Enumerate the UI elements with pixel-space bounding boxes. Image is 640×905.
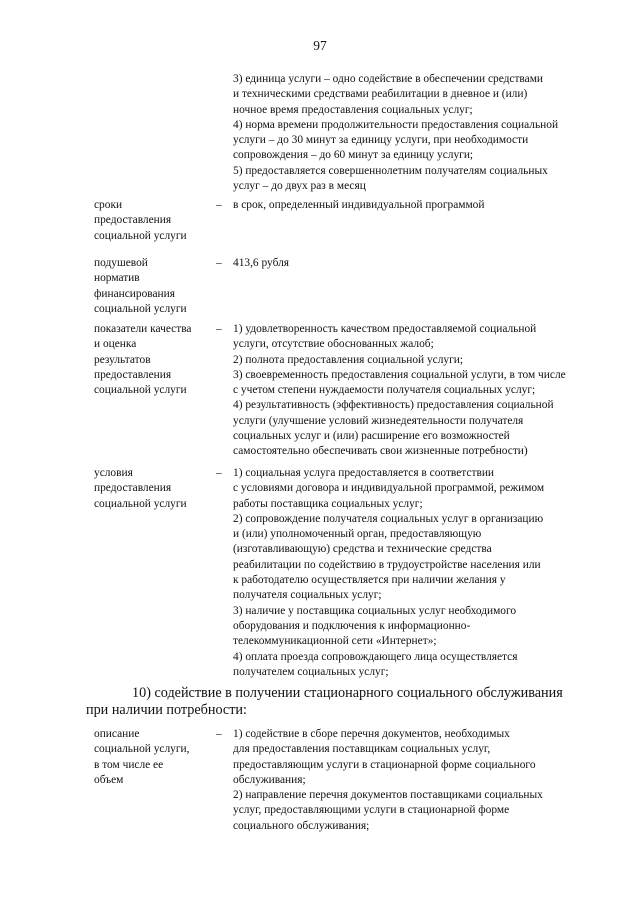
section-content-conditions [233,466,605,680]
text-line: услуги (улучшение условий жизнедеятельности получателя [233,414,524,427]
text-line: ночное время предоставления социальных услуг; [233,103,473,116]
section-content-financing [233,256,605,271]
text-line: сопровождения – до 60 минут за единицу услуги; [233,149,474,162]
text-line: с учетом степени нуждаемости получателя социальных услуг; [233,384,536,397]
text-line: (изготавливающую) средства и технические средства [233,543,492,556]
text-line: 1) удовлетворенность качеством предоставляемой социальной [233,323,537,335]
label-line: результатов [94,353,151,366]
text-line: оборудования и подключения к информационно- [233,619,471,632]
page-number: 97 [313,38,327,53]
section-content-deadlines [233,198,605,213]
text-line: услуг – до двух раз в месяц [233,180,366,193]
text-line: с условиями договора и индивидуальной программой, режимом [233,482,545,495]
label-line: социальной услуги [94,497,187,510]
text-line: услуги, отсутствие обоснованных жалоб; [233,338,434,351]
text-line: 1) содействие в сборе перечня документов, необходимых [233,728,510,740]
label-line: подушевой [94,257,148,269]
text-line: 4) норма времени продолжительности предоставления социальной [233,118,559,131]
label-line: финансирования [94,287,175,300]
text-line: к работодателю осуществляется при наличии желания у [233,574,506,587]
label-line: предоставления [94,214,172,227]
text-line: 413,6 рубля [233,257,290,269]
text-line: получателя социальных услуг; [233,589,382,602]
text-line: реабилитации по содействию в трудоустройстве населения или [233,558,541,571]
text-line: 2) сопровождение получателя социальных услуг в организацию [233,512,544,525]
label-line: социальной услуги [94,229,187,242]
section-heading-continuation: при наличии потребности: [86,702,247,718]
text-line: предоставляющим услуги в стационарной форме социального [233,758,536,771]
text-line: социальных услуг и (или) расширение его возможностей [233,430,510,443]
text-line: 2) направление перечня документов поставщиками социальных [233,789,543,802]
label-line: в том числе ее [94,758,164,771]
text-line: в срок, определенный индивидуальной программой [233,199,485,211]
text-line: и (или) уполномоченный орган, предоставляющую [233,528,482,541]
text-line: и техническими средствами реабилитации в дневное и (или) [233,88,528,101]
text-line: самостоятельно обеспечивать свои жизненные потребности) [233,445,528,458]
text-line: 3) единица услуги – одно содействие в обеспечении средствами [233,73,544,85]
section-label-quality [94,322,222,398]
text-line: 4) результативность (эффективность) предоставления социальной [233,399,554,412]
text-line: 5) предоставляется совершеннолетним получателям социальных [233,164,548,177]
label-line: социальной услуги [94,384,187,397]
text-line: телекоммуникационной сети «Интернет»; [233,635,437,648]
label-line: норматив [94,272,140,285]
section-label-conditions [94,466,222,512]
section-dash: – [216,467,222,479]
label-line: показатели качества [94,323,192,335]
label-line: социальной услуги [94,302,187,315]
section-label-deadlines [94,198,222,244]
label-line: социальной услуги, [94,743,190,756]
section-dash: – [216,323,222,335]
text-line: для предоставления поставщикам социальных услуг, [233,743,491,756]
text-line: обслуживания; [233,773,306,786]
label-line: предоставления [94,482,172,495]
label-line: и оценка [94,338,137,351]
section-heading: 10) содействие в получении стационарного социального обслуживания [132,685,563,701]
text-line: услуг, предоставляющими услуги в стационарной форме [233,804,510,817]
top-continuation-text [233,72,605,194]
text-line: 1) социальная услуга предоставляется в соответствии [233,467,495,479]
label-line: описание [94,728,140,740]
text-line: 3) наличие у поставщика социальных услуг необходимого [233,604,517,617]
text-line: получателем социальных услуг; [233,665,389,678]
text-line: работы поставщика социальных услуг; [233,497,423,510]
label-line: сроки [94,199,123,211]
section-dash: – [216,199,222,211]
section-dash: – [216,257,222,269]
text-line: 3) своевременность предоставления социальной услуги, в том числе [233,368,566,381]
section-content-description [233,727,605,834]
section-label-financing [94,256,222,317]
text-line: 4) оплата проезда сопровождающего лица осуществляется [233,650,518,663]
text-line: услуги – до 30 минут за единицу услуги, при необходимости [233,134,529,147]
section-content-quality [233,322,605,460]
label-line: условия [94,467,133,479]
section-dash: – [216,728,222,740]
section-label-description [94,727,222,788]
label-line: объем [94,773,124,786]
text-line: социального обслуживания; [233,819,370,832]
text-line: 2) полнота предоставления социальной услуги; [233,353,464,366]
label-line: предоставления [94,368,172,381]
